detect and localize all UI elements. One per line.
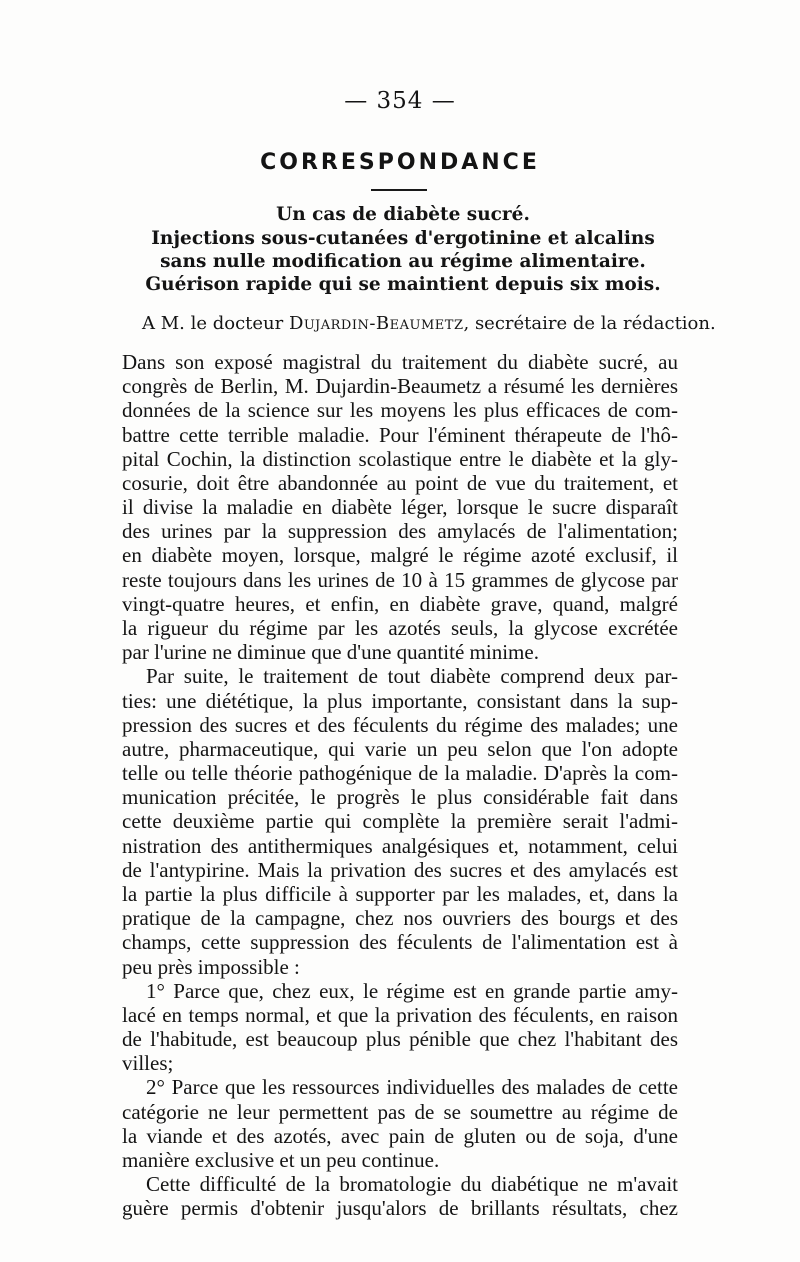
body-line: pression des sucres et des féculents du régime des malades; une — [122, 712, 678, 737]
body-line: Par suite, le traitement de tout diabète comprend deux par- — [146, 664, 678, 689]
body-line: la viande et des azotés, avec pain de gluten ou de soja, d'une — [122, 1123, 678, 1148]
body-line: reste toujours dans les urines de 10 à 15 grammes de glycose par — [122, 567, 678, 592]
body-line: munication précitée, le progrès le plus considérable fait dans — [122, 785, 678, 810]
body-line: par l'urine ne diminue que d'une quantité minime. — [122, 640, 539, 665]
body-line: catégorie ne leur permettent pas de se soumettre au régime de — [122, 1099, 678, 1124]
headline-line: Un cas de diabète sucré. — [276, 204, 530, 225]
body-line: en diabète moyen, lorsque, malgré le régime azoté exclusif, il — [122, 543, 678, 568]
body-line: Cette difficulté de la bromatologie du diabétique ne m'avait — [146, 1172, 678, 1197]
body-line: de l'habitude, est beaucoup plus pénible que chez l'habitant des — [122, 1027, 678, 1051]
salutation-prefix: A M. le docteur — [142, 313, 289, 334]
body-line: données de la science sur les moyens les plus efficaces de com- — [122, 398, 678, 423]
salutation-name: Dujardin-Beaumetz — [288, 313, 464, 334]
body-line: 1° Parce que, chez eux, le régime est en grande partie amy- — [146, 978, 678, 1003]
body-line: manière exclusive et un peu continue. — [122, 1147, 440, 1172]
body-line: nistration des antithermiques analgésiques et, notamment, celui — [122, 833, 678, 858]
salutation — [142, 313, 716, 334]
body-line: battre cette terrible maladie. Pour l'éminent thérapeute de l'hô- — [122, 422, 678, 447]
body-line: de l'antypirine. Mais la privation des sucres et des amylacés est — [122, 857, 678, 882]
headline-line: Guérison rapide qui se maintient depuis six mois. — [145, 274, 661, 295]
body-line: pratique de la campagne, chez nos ouvriers des bourgs et des — [122, 906, 678, 931]
body-line: peu près impossible : — [122, 954, 300, 979]
body-line: champs, cette suppression des féculents de l'alimentation est à — [122, 930, 678, 955]
body-line: il divise la maladie en diabète léger, lorsque le sucre disparaît — [122, 495, 678, 520]
body-line: guère permis d'obtenir jusqu'alors de brillants résultats, chez — [122, 1196, 678, 1221]
body-line: autre, pharmaceutique, qui varie un peu selon que l'on adopte — [122, 736, 678, 761]
salutation-suffix: , secrétaire de la rédaction. — [463, 313, 716, 334]
title-rule — [371, 189, 427, 191]
body-line: Dans son exposé magistral du traitement du diabète sucré, au — [122, 350, 678, 374]
body-line: telle ou telle théorie pathogénique de la maladie. D'après la com- — [122, 761, 678, 786]
headline-line: sans nulle modification au régime alimentaire. — [160, 251, 646, 272]
section-title: CORRESPONDANCE — [260, 150, 540, 175]
body-line: la rigueur du régime par les azotés seuls, la glycose excrétée — [122, 616, 678, 640]
headline-line: Injections sous-cutanées d'ergotinine et alcalins — [151, 228, 655, 249]
body-line: 2° Parce que les ressources individuelles des malades de cette — [146, 1075, 678, 1100]
body-line: pital Cochin, la distinction scolastique entre le diabète et la gly- — [122, 446, 678, 471]
body-line: cosurie, doit être abandonnée au point de vue du traitement, et — [122, 470, 678, 495]
body-line: vingt-quatre heures, et enfin, en diabète grave, quand, malgré — [122, 591, 678, 616]
body-line: villes; — [122, 1051, 174, 1076]
body-line: ties: une diététique, la plus importante, consistant dans la sup- — [122, 688, 678, 713]
body-line: des urines par la suppression des amylacés de l'alimentation; — [122, 519, 678, 544]
body-line: la partie la plus difficile à supporter par les malades, et, dans la — [122, 882, 678, 906]
body-line: cette deuxième partie qui complète la première serait l'admi- — [122, 809, 678, 834]
body-line: lacé en temps normal, et que la privation des féculents, en raison — [122, 1002, 678, 1027]
body-line: congrès de Berlin, M. Dujardin-Beaumetz a résumé les dernières — [122, 374, 678, 399]
page-number: — 354 — — [344, 88, 456, 114]
